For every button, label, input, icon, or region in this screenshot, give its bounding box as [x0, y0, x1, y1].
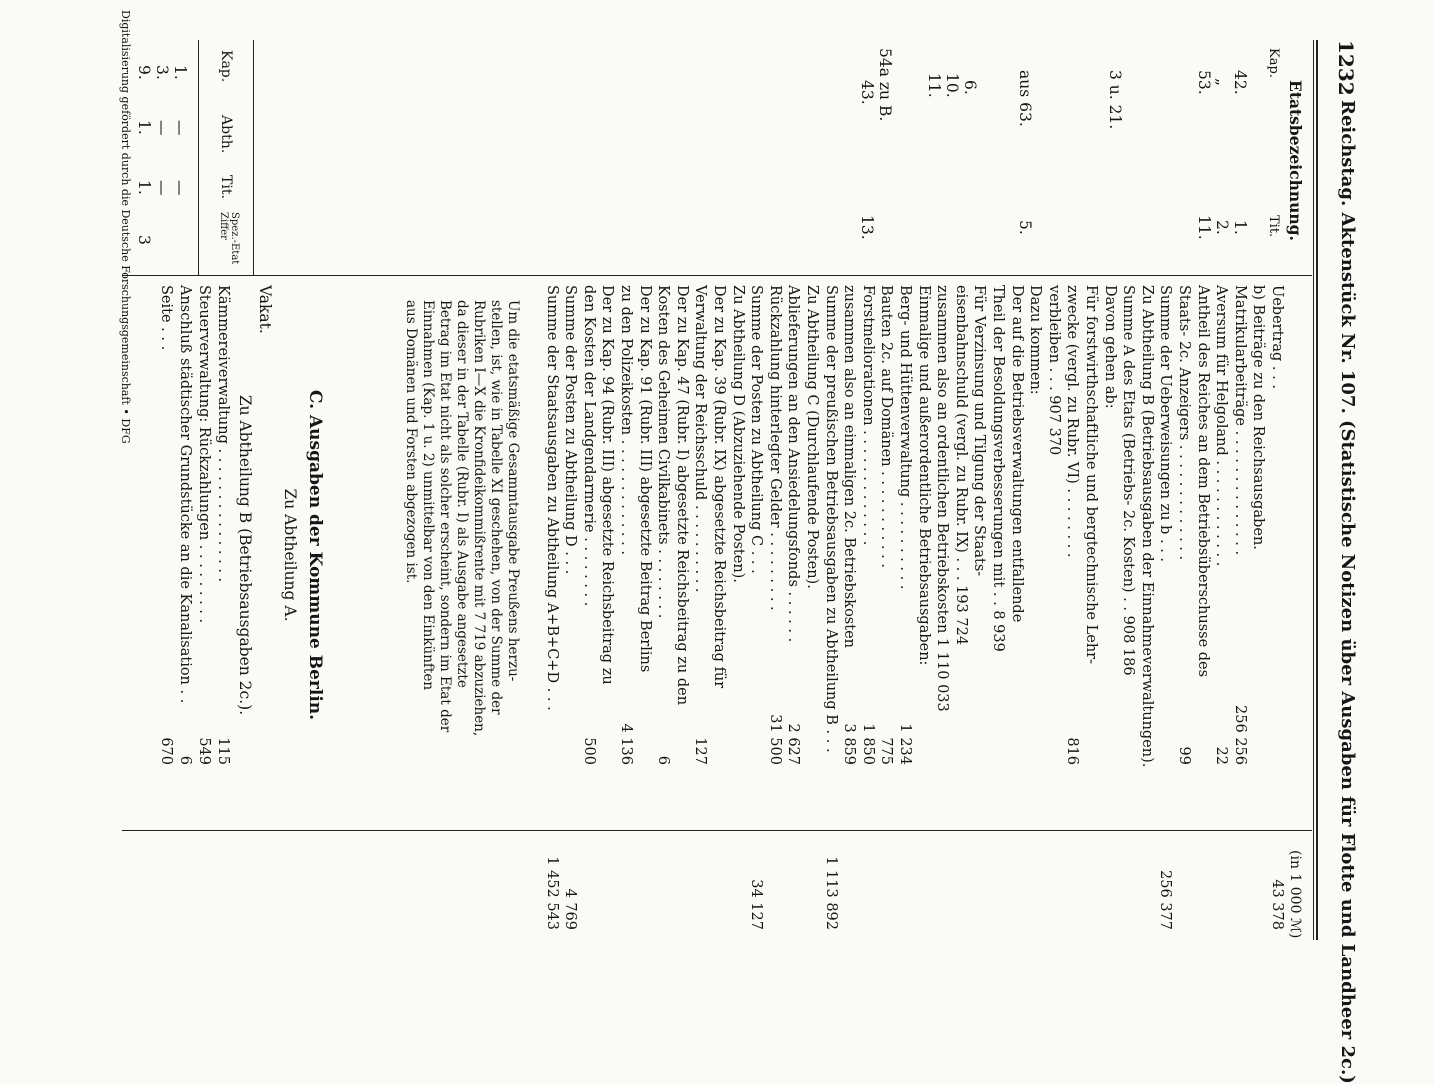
text-line: Aversum für Helgoland . . . . . . . . . . . . — [1213, 285, 1230, 567]
text-line: Berg- und Hüttenverwaltung . . . . . . . . . . — [897, 285, 913, 590]
footnote-line: aus Domänen und Forsten abgezogen ist. — [403, 300, 419, 584]
footnote-line: Betrag im Etat nicht als solcher erscheint, sondern im Etat der — [437, 300, 453, 733]
lower-kap: 9. — [135, 65, 153, 80]
text-line: Der zu Kap. 47 (Rubr. I) abgesetzte Reichsbeitrag zu den — [673, 285, 690, 706]
section-c-sub2: Zu Abtheilung B (Betriebsausgaben 2c.). — [236, 394, 254, 716]
text-line: zusammen also an ordentlichen Betriebskosten 1 110 033 — [934, 285, 951, 712]
text-line: Summe A des Etats (Betriebs- 2c. Kosten) . . 908 186 — [1120, 285, 1137, 676]
section-c-row-label: Steuerverwaltung: Rückzahlungen . . . . . . . . . — [196, 285, 212, 624]
text-line: Davon gehen ab: — [1101, 285, 1118, 409]
footnote-line: Einnahmen (Kap. 1 u. 2) unmittelbar von den Einkünften — [420, 300, 436, 691]
section-c-row-label: Seite . . . — [158, 285, 174, 351]
text-line: Ablieferungen an den Ansiedelungsfonds . . . . . . — [785, 285, 802, 643]
lower-spez-label: Spez.-Etat Ziffer — [218, 212, 240, 265]
inner-value: 500 — [580, 737, 597, 765]
text-line: zwecke (vergl. zu Rubr. VI) . . . . . . . . — [1064, 285, 1081, 558]
text-line: Staats- 2c. Anzeigers . . . . . . . . . . . . . — [1176, 285, 1192, 561]
text-line: b) Beiträge zu den Reichsausgaben. — [1250, 285, 1267, 550]
inner-value: 127 — [692, 737, 709, 765]
section-c-row-label: Kämmereiverwaltung . . . . . . . . . . . . . . . — [215, 285, 231, 583]
etats-tit: 5. — [1016, 220, 1034, 235]
column-rule-values — [122, 830, 1312, 831]
text-line: Kosten des Geheimen Civilkabinets . . . . . . . . — [655, 285, 672, 619]
etats-tit: 1. — [1231, 220, 1249, 235]
text-line: Der zu Kap. 94 (Rubr. III) abgesetzte Reichsbeitrag zu — [599, 285, 616, 685]
text-line: Einmalige und außerordentliche Betriebsausgaben: — [915, 285, 932, 666]
footnote-line: stellen, ist, wie in Tabelle XI geschehen, von der Summe der — [488, 300, 504, 715]
text-line: verbleiben . . . 907 370 — [1045, 285, 1062, 456]
footnote-line: Um die etatsmäßige Gesammtausgabe Preußens herzu- — [505, 300, 521, 682]
inner-value: 31 500 — [766, 714, 783, 765]
digitization-note: Digitalisierung gefördert durch die Deutsche Forschungsgemeinschaft • DFG — [119, 10, 132, 444]
total-value: 43 378 — [1269, 879, 1285, 930]
inner-value: 816 — [1064, 737, 1081, 765]
total-value: 1 452 543 — [543, 856, 560, 930]
text-line: Dazu kommen: — [1027, 285, 1044, 395]
lower-kap: 3. — [153, 65, 171, 80]
text-line: Summe der preußischen Betriebsausgaben zu Abtheilung B . . . — [822, 285, 839, 753]
text-line: Matrikularbeiträge . . . . . . . . . . . . . . — [1231, 285, 1248, 556]
etats-kap: 6. — [961, 80, 979, 95]
text-line: Der zu Kap. 91 (Rubr. III) abgesetzte Beitrag Berlins — [636, 285, 653, 673]
etats-kap: 42. — [1231, 70, 1249, 95]
total-value: 4 769 — [562, 888, 579, 930]
inner-value: 1 850 — [859, 723, 876, 765]
text-line: eisenbahnschuld (vergl. zu Rubr. IX) . . . 193 724 — [952, 285, 969, 646]
footnote-line: Rubriken I—X die Kronfideikommißrente mit 7 719 abzuziehen, — [471, 300, 487, 737]
lower-abth-label: Abth. — [218, 115, 234, 154]
text-line: Zu Abtheilung B (Betriebsausgaben der Einnahmeverwaltungen). — [1138, 285, 1155, 768]
text-line: Der auf die Betriebsverwaltungen entfallende — [1008, 285, 1025, 623]
etats-kap: 43. — [858, 80, 876, 105]
section-c-etat: Vakat. — [256, 285, 274, 334]
inner-value: 775 — [878, 737, 895, 765]
text-line: Zu Abtheilung D (Abzuziehende Posten). — [729, 285, 746, 583]
lower-spez: 3 — [135, 235, 153, 245]
section-c-row-value: 670 — [158, 737, 174, 765]
etats-tit: 13. — [858, 215, 876, 240]
inner-value: 4 136 — [618, 723, 634, 765]
text-line: Summe der Posten zu Abtheilung C . . . — [748, 285, 765, 574]
lower-abth: — — [153, 120, 171, 136]
etats-kap: 10. — [943, 73, 961, 98]
document-page — [109, 10, 1364, 1084]
page-header — [1324, 40, 1364, 1084]
inner-value: 1 234 — [897, 723, 913, 765]
text-line: Summe der Ueberweisungen zu b . . . — [1157, 285, 1174, 563]
etats-kap-label: Kap. — [1266, 48, 1281, 78]
page-number: 1232 — [1334, 40, 1358, 96]
text-line: Zu Abtheilung C (Durchlaufende Posten). — [804, 285, 820, 589]
inner-value: 6 — [655, 755, 672, 765]
section-c-row-value: 115 — [215, 737, 231, 765]
text-line: den Kosten der Landgendarmerie . . . . . . . . — [580, 285, 597, 607]
text-line: zusammen also an einmaligen 2c. Betriebskosten — [841, 285, 858, 648]
text-line: Theil der Besoldungsverbesserungen mit . . 8 939 — [990, 285, 1006, 652]
column-rule-etats — [122, 275, 1312, 276]
unit-label: (in 1 000 ℳ) — [1287, 850, 1303, 939]
lower-tit: 1. — [135, 180, 153, 195]
lower-kap-label: Kap. — [218, 50, 234, 83]
etats-tit: 2. — [1213, 220, 1231, 235]
total-value: 256 377 — [1157, 870, 1174, 930]
text-line: Summe der Posten zu Abtheilung D . . . — [562, 285, 579, 575]
text-line: Bauten 2c. auf Domänen . . . . . . . . . . . — [878, 285, 895, 568]
etats-tit: 11. — [1195, 215, 1213, 240]
etats-kap: 3 u. 21. — [1106, 70, 1124, 130]
text-line: Für Verzinsung und Tilgung der Staats- — [971, 285, 988, 577]
section-c-row-label: Anschluß städtischer Grundstücke an die Kanalisation . . — [177, 285, 193, 704]
section-c-title: C. Ausgaben der Kommune Berlin. — [305, 389, 325, 721]
text-line: Forstmeliorationen . . . . . . . . . . . . . — [859, 285, 876, 546]
text-line: zu den Polizeikosten . . . . . . . . . . . . . — [618, 285, 634, 555]
lower-kap: 1. — [171, 65, 189, 80]
text-line: Antheil des Reiches an dem Betriebsüberschusse des — [1194, 285, 1211, 678]
inner-value: 22 — [1213, 746, 1230, 765]
section-c-row-value: 549 — [196, 737, 212, 765]
footnote-line: da dieser in der Tabelle (Rubr. I) als Ausgabe angesetzte — [454, 300, 470, 688]
lower-abth: — — [171, 120, 189, 136]
etats-kap: aus 63. — [1016, 70, 1034, 127]
text-line: Uebertrag . . . — [1269, 285, 1285, 389]
text-line: Der zu Kap. 39 (Rubr. IX) abgesetzte Reichsbeitrag für — [711, 285, 727, 689]
inner-value: 256 256 — [1231, 705, 1248, 765]
total-value: 1 113 892 — [822, 856, 839, 930]
lower-table-rule — [253, 40, 254, 275]
inner-value: 3 859 — [841, 723, 858, 765]
section-c-row-value: 6 — [177, 755, 193, 765]
text-line: Rückzahlung hinterlegter Gelder . . . . . . . . . — [766, 285, 783, 611]
lower-tit: — — [153, 180, 171, 196]
etats-tit-label: Tit. — [1266, 215, 1281, 238]
etats-kap: „ — [1213, 78, 1231, 87]
page-title: Reichstag. Aktenstück Nr. 107. (Statistische Notizen über Ausgaben für Flotte und Landheer 2c.) — [1337, 100, 1358, 1084]
lower-abth: 1. — [135, 120, 153, 135]
etats-title: Etatsbezeichnung. — [1286, 80, 1305, 241]
etats-kap: 11. — [925, 73, 943, 98]
lower-tit-label: Tit. — [218, 175, 234, 199]
inner-value: 99 — [1176, 746, 1192, 765]
total-value: 34 127 — [748, 879, 765, 930]
header-rule — [1316, 40, 1318, 940]
inner-value: 2 627 — [785, 723, 802, 765]
header-rule-thin — [1313, 40, 1314, 940]
lower-table-rule-2 — [198, 40, 199, 275]
etats-kap: 53. — [1195, 70, 1213, 95]
text-line: Für forstwirthschaftliche und bergtechnische Lehr- — [1083, 285, 1099, 665]
text-line: Verwaltung der Reichsschuld . . . . . . . . . . — [692, 285, 709, 593]
text-line: Summe der Staatsausgaben zu Abtheilung A+B+C+D . . . — [543, 285, 560, 711]
section-c-sub: Zu Abtheilung A. — [281, 488, 299, 622]
etats-kap: 54a zu B. — [876, 48, 894, 122]
lower-tit: — — [171, 180, 189, 196]
